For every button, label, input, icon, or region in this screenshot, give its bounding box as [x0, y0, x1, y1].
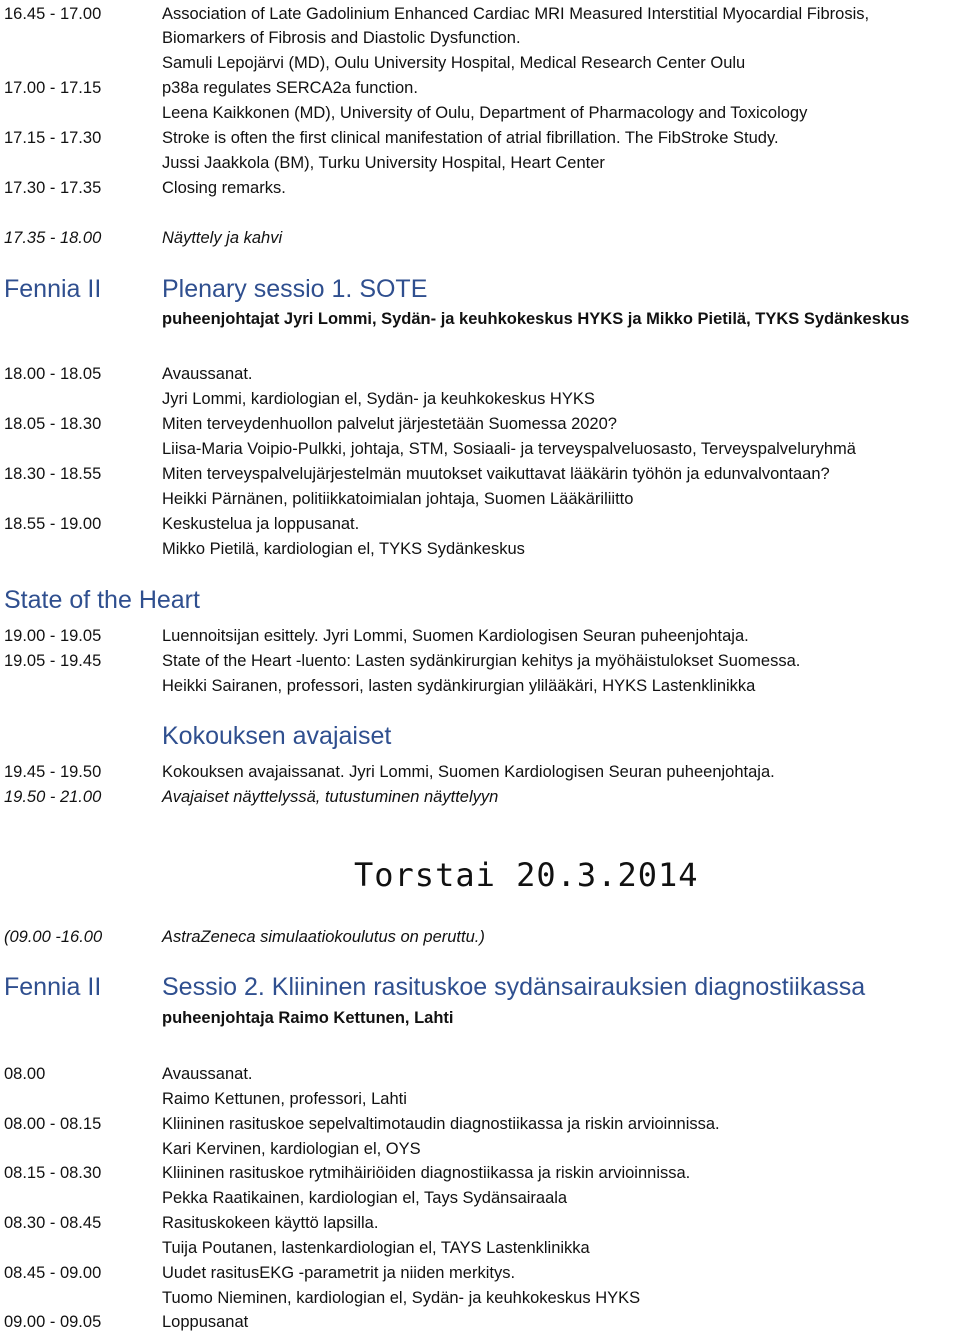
schedule-time: 08.00 - 08.15: [4, 1115, 102, 1133]
schedule-item-title: State of the Heart -luento: Lasten sydänkirurgian kehitys ja myöhäistulokset Suomessa.: [162, 652, 801, 670]
schedule-item-title: Kokouksen avajaissanat. Jyri Lommi, Suomen Kardiologisen Seuran puheenjohtaja.: [162, 763, 775, 781]
schedule-item-speaker: Liisa-Maria Voipio-Pulkki, johtaja, STM, Sosiaali- ja terveyspalveluosasto, Terveyspalveluryhmä: [162, 440, 856, 458]
schedule-time: 18.55 - 19.00: [4, 515, 102, 533]
schedule-time: 08.15 - 08.30: [4, 1164, 102, 1182]
day-heading: Torstai 20.3.2014: [354, 856, 699, 894]
schedule-item-title: Uudet rasitusEKG -parametrit ja niiden merkitys.: [162, 1264, 516, 1282]
session-chair: puheenjohtaja Raimo Kettunen, Lahti: [162, 1009, 454, 1027]
schedule-time: 18.30 - 18.55: [4, 465, 102, 483]
schedule-time: 08.45 - 09.00: [4, 1264, 102, 1282]
schedule-item-speaker: Raimo Kettunen, professori, Lahti: [162, 1090, 407, 1108]
schedule-time: 19.05 - 19.45: [4, 652, 102, 670]
schedule-item-title: Loppusanat: [162, 1313, 249, 1331]
schedule-item-title: Miten terveyspalvelujärjestelmän muutokset vaikuttavat lääkärin työhön ja edunvalvontaan?: [162, 465, 830, 483]
schedule-item-speaker: Tuija Poutanen, lastenkardiologian el, TAYS Lastenklinikka: [162, 1239, 590, 1257]
schedule-item-title: Stroke is often the first clinical manifestation of atrial fibrillation. The FibStroke Study.: [162, 129, 779, 147]
schedule-item-speaker: Samuli Lepojärvi (MD), Oulu University Hospital, Medical Research Center Oulu: [162, 54, 746, 72]
schedule-item-speaker: Tuomo Nieminen, kardiologian el, Sydän- ja keuhkokeskus HYKS: [162, 1289, 641, 1307]
schedule-item-speaker: Leena Kaikkonen (MD), University of Oulu, Department of Pharmacology and Toxicology: [162, 104, 808, 122]
schedule-item-speaker: Biomarkers of Fibrosis and Diastolic Dysfunction.: [162, 29, 521, 47]
schedule-item-title: Association of Late Gadolinium Enhanced Cardiac MRI Measured Interstitial Myocardial Fibrosis,: [162, 5, 870, 23]
schedule-time: 17.30 - 17.35: [4, 179, 102, 197]
schedule-item-speaker: Mikko Pietilä, kardiologian el, TYKS Sydänkeskus: [162, 540, 525, 558]
schedule-time: 19.00 - 19.05: [4, 627, 102, 645]
schedule-item-title: Avajaiset näyttelyssä, tutustuminen näyttelyyn: [162, 788, 499, 806]
schedule-time: 09.00 - 09.05: [4, 1313, 102, 1331]
schedule-time: 19.45 - 19.50: [4, 763, 102, 781]
schedule-time: 17.00 - 17.15: [4, 79, 102, 97]
schedule-item-title: Avaussanat.: [162, 1065, 253, 1083]
schedule-item-title: AstraZeneca simulaatiokoulutus on peruttu.): [162, 928, 485, 946]
session-title-plenary-1: Plenary sessio 1. SOTE: [162, 275, 428, 303]
schedule-time: (09.00 -16.00: [4, 928, 103, 946]
session-chairs: puheenjohtajat Jyri Lommi, Sydän- ja keuhkokeskus HYKS ja Mikko Pietilä, TYKS Sydänkeskus: [162, 310, 910, 328]
schedule-time: 16.45 - 17.00: [4, 5, 102, 23]
section-title-state-of-the-heart: State of the Heart: [4, 586, 200, 614]
schedule-item-speaker: Jussi Jaakkola (BM), Turku University Hospital, Heart Center: [162, 154, 605, 172]
schedule-item-title: Kliininen rasituskoe sepelvaltimotaudin diagnostiikassa ja riskin arvioinnissa.: [162, 1115, 720, 1133]
schedule-time: 08.00: [4, 1065, 46, 1083]
schedule-item-title: Closing remarks.: [162, 179, 286, 197]
schedule-item-title: Kliininen rasituskoe rytmihäiriöiden diagnostiikassa ja riskin arvioinnissa.: [162, 1164, 691, 1182]
schedule-item-speaker: Kari Kervinen, kardiologian el, OYS: [162, 1140, 421, 1158]
schedule-item-title: Miten terveydenhuollon palvelut järjestetään Suomessa 2020?: [162, 415, 617, 433]
schedule-item-title: Luennoitsijan esittely. Jyri Lommi, Suomen Kardiologisen Seuran puheenjohtaja.: [162, 627, 749, 645]
schedule-item-speaker: Jyri Lommi, kardiologian el, Sydän- ja keuhkokeskus HYKS: [162, 390, 595, 408]
schedule-item-speaker: Heikki Pärnänen, politiikkatoimialan johtaja, Suomen Lääkäriliitto: [162, 490, 634, 508]
schedule-item-speaker: Heikki Sairanen, professori, lasten sydänkirurgian ylilääkäri, HYKS Lastenklinikka: [162, 677, 756, 695]
schedule-time: 18.00 - 18.05: [4, 365, 102, 383]
schedule-item-title: Keskustelua ja loppusanat.: [162, 515, 360, 533]
session-room-fennia-ii-2: Fennia II: [4, 973, 102, 1001]
schedule-time: 18.05 - 18.30: [4, 415, 102, 433]
schedule-item-title: Rasituskokeen käyttö lapsilla.: [162, 1214, 379, 1232]
schedule-time: 17.15 - 17.30: [4, 129, 102, 147]
schedule-item-title: Näyttely ja kahvi: [162, 229, 283, 247]
section-title-kokouksen-avajaiset: Kokouksen avajaiset: [162, 722, 392, 750]
schedule-time: 17.35 - 18.00: [4, 229, 102, 247]
schedule-time: 19.50 - 21.00: [4, 788, 102, 806]
session-title-sessio-2: Sessio 2. Kliininen rasituskoe sydänsairauksien diagnostiikassa: [162, 973, 866, 1001]
schedule-item-title: Avaussanat.: [162, 365, 253, 383]
schedule-item-speaker: Pekka Raatikainen, kardiologian el, Tays Sydänsairaala: [162, 1189, 568, 1207]
schedule-time: 08.30 - 08.45: [4, 1214, 102, 1232]
schedule-item-title: p38a regulates SERCA2a function.: [162, 79, 418, 97]
session-room-fennia-ii: Fennia II: [4, 275, 102, 303]
